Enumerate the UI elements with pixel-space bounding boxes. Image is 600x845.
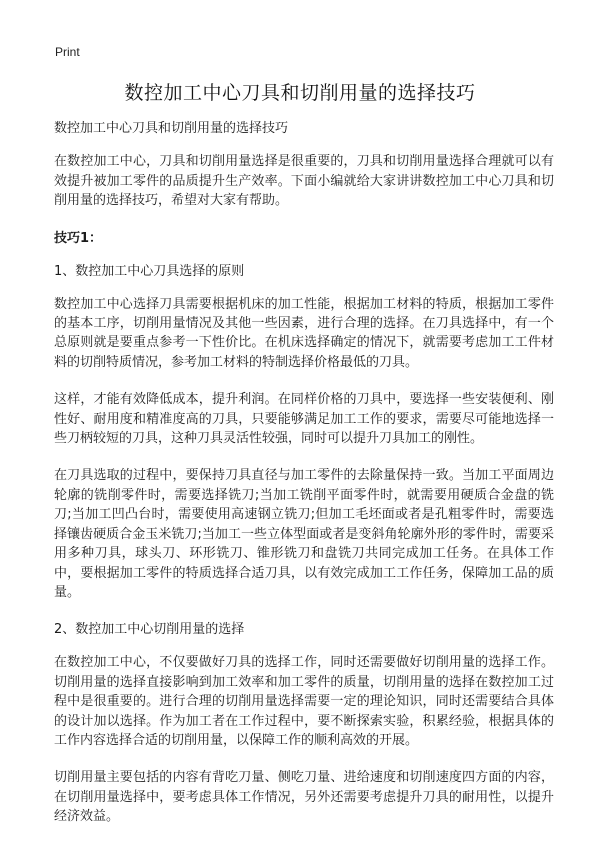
section-1-paragraph-1: 数控加工中心选择刀具需要根据机床的加工性能，根据加工材料的特质，根据加工零件的基本工序，切削用量情况及其他一些因素，进行合理的选择。在刀具选择中，有一个总原则就是要重点参考一下性价比。在机床选择确定的情况下，就需要考虑加工工件材料的切削特质情况，参考加工材料的特制选择价格最低的刀具。 [54,296,554,370]
section-1-heading: 1、数控加工中心刀具选择的原则 [54,263,245,279]
article-subtitle: 数控加工中心刀具和切削用量的选择技巧 [54,121,289,136]
page-title: 数控加工中心刀具和切削用量的选择技巧 [124,82,476,104]
article-body [54,119,554,845]
intro-paragraph: 在数控加工中心，刀具和切削用量选择是很重要的，刀具和切削用量选择合理就可以有效提升被加工零件的品质提升生产效率。下面小编就给大家讲讲数控加工中心刀具和切削用量的选择技巧，希望对大家有帮助。 [54,154,554,209]
section-2-paragraph-2: 切削用量主要包括的内容有背吃刀量、侧吃刀量、进给速度和切削速度四方面的内容，在切削用量选择中，要考虑具体工作情况，另外还需要考虑提升刀具的耐用性，以提升经济效益。 [54,770,554,825]
section-1-paragraph-2: 这样，才能有效降低成本，提升利润。在同样价格的刀具中，要选择一些安装便利、刚性好、耐用度和精准度高的刀具，只要能够满足加工工作的要求，需要尽可能地选择一些刀柄较短的刀具，这种刀具灵活性较强，同时可以提升刀具加工的刚性。 [54,392,554,447]
tip-heading: 技巧1： [54,230,103,246]
section-1-paragraph-3: 在刀具选取的过程中，要保持刀具直径与加工零件的去除量保持一致。当加工平面周边轮廓的铣削零件时，需要选择铣刀;当加工铣削平面零件时，就需要用硬质合金盘的铣刀;当加工凹凸台时，需要使用高速钢立铣刀;但加工毛坯面或者是孔粗零件时，需要选择镶齿硬质合金玉米铣刀;当加工一些立体型面或者是变斜角轮廓外形的零件时，需要采用多种刀具，球头刀、环形铣刀、锥形铣刀和盘铣刀共同完成加工任务。在具体工作中，要根据加工零件的特质选择合适刀具，以有效完成加工工作任务，保障加工品的质量。 [54,468,554,600]
section-2-paragraph-1: 在数控加工中心，不仅要做好刀具的选择工作，同时还需要做好切削用量的选择工作。切削用量的选择直接影响到加工效率和加工零件的质量，切削用量的选择在数控加工过程中是很重要的。进行合理的切削用量选择需要一定的理论知识，同时还需要结合具体的设计加以选择。作为加工者在工作过程中，要不断探索实验，积累经验，根据具体的工作内容选择合适的切削用量，以保障工作的顺利高效的开展。 [54,655,554,748]
section-2-heading: 2、数控加工中心切削用量的选择 [54,622,245,638]
print-label: Print [55,45,80,59]
